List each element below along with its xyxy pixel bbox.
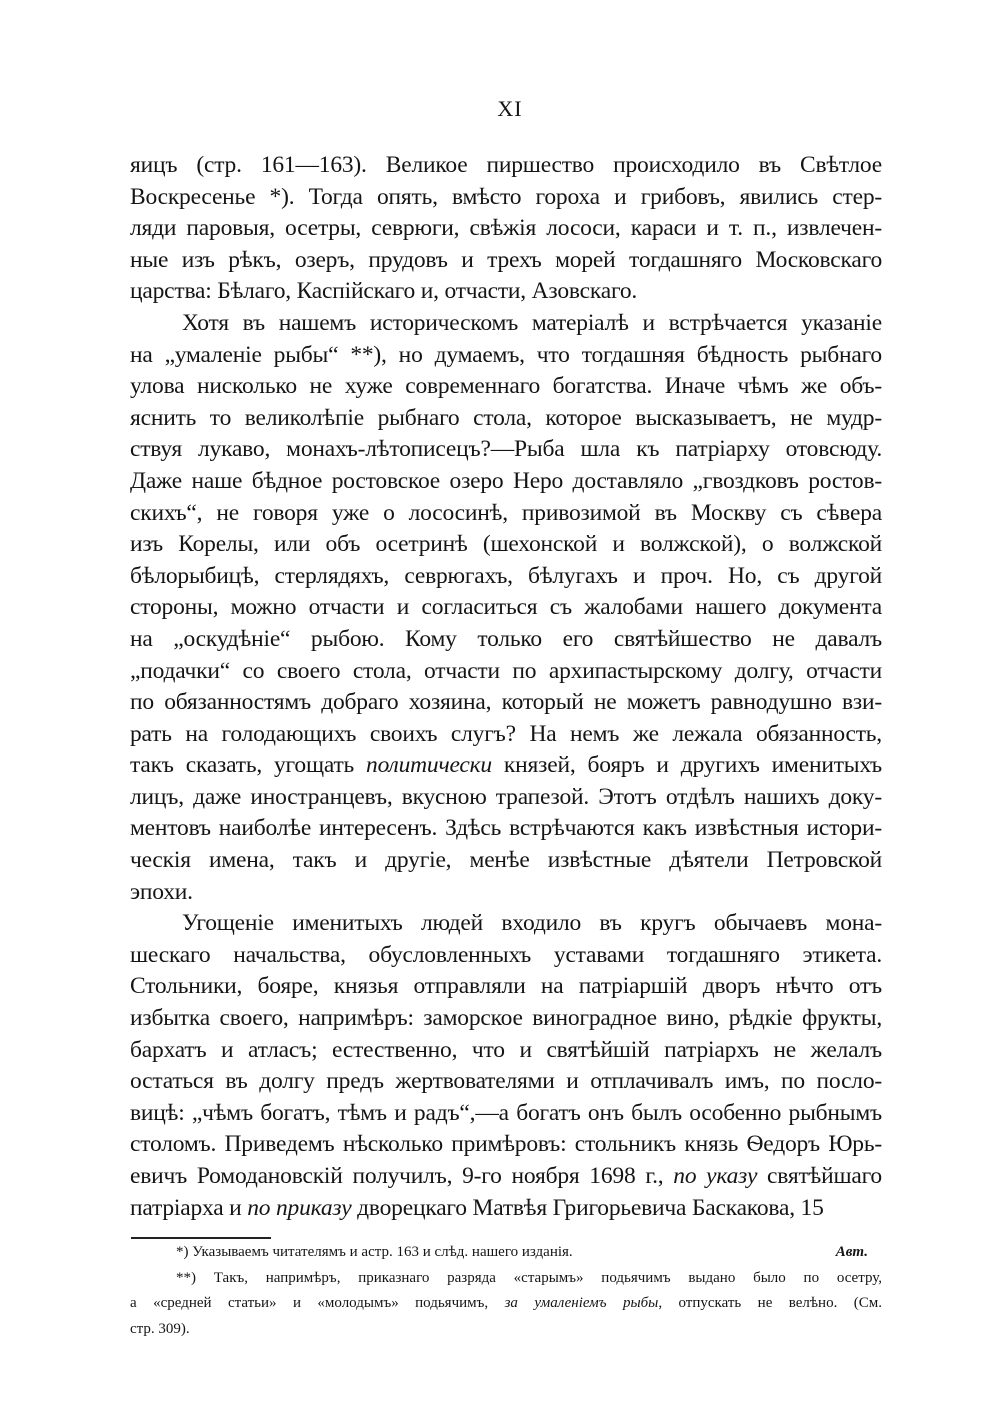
text-line: [130, 813, 882, 845]
text-run: шескаго начальства, обусловленныхъ уставами тогдашняго этикета.: [130, 941, 882, 968]
paragraph: [130, 150, 882, 308]
text-line: [130, 308, 882, 340]
text-run: яицъ (стр. 161—163). Великое пиршество происходило въ Свѣтлое: [130, 152, 882, 178]
text-line: [130, 971, 882, 1003]
text-line: [130, 1129, 882, 1161]
text-line: [130, 434, 882, 466]
text-line: [130, 656, 882, 688]
text-run: ляди паровыя, осетры, севрюги, свѣжія лососи, караси и т. п., извлечен-: [130, 215, 882, 242]
text-run: ствуя лукаво, монахъ-лѣтописецъ?—Рыба шла къ патріарху отовсюду.: [130, 436, 882, 463]
main-text: [130, 150, 882, 1224]
text-run: , отпускать не велѣно. (См.: [658, 1295, 882, 1311]
text-line: [130, 877, 882, 909]
text-run: Воскресенье *). Тогда опять, вмѣсто гороха и грибовъ, явились стер-: [130, 183, 882, 210]
text-run: Угощеніе именитыхъ людей входило въ кругъ обычаевъ мона-: [182, 910, 882, 937]
text-run: а «средней статьи» и «молодымъ» подьячимъ,: [130, 1295, 505, 1311]
footnotes: [130, 1240, 882, 1342]
text-line: [130, 624, 882, 656]
text-run: „подачки“ со своего стола, отчасти по архипастырскому долгу, отчасти: [130, 657, 882, 684]
text-run: святѣйшаго: [757, 1163, 882, 1189]
text-line: [130, 182, 882, 214]
text-run: ные изъ рѣкъ, озеръ, прудовъ и трехъ морей тогдашняго Московскаго: [130, 246, 882, 273]
footnote-divider: [131, 1237, 271, 1239]
text-line: [130, 466, 882, 498]
text-line: [130, 403, 882, 435]
text-run: царства: Бѣлаго, Каспійскаго и, отчасти, Азовскаго.: [130, 278, 638, 305]
text-line: [130, 592, 882, 624]
text-line: [130, 750, 882, 782]
text-run: такъ сказать, угощать: [130, 752, 367, 779]
text-run: лицъ, даже иностранцевъ, вкусною трапезой. Этотъ отдѣлъ нашихъ доку-: [130, 783, 882, 810]
italic-text: политически: [366, 752, 492, 779]
text-run: патріарха и: [130, 1194, 248, 1221]
text-run: бѣлорыбицѣ, стерлядяхъ, севрюгахъ, бѣлугахъ и проч. Но, съ другой: [130, 562, 882, 589]
footnote-line: [130, 1266, 882, 1292]
text-run: Хотя въ нашемъ историческомъ матеріалѣ и встрѣчается указаніе: [182, 309, 882, 336]
text-run: изъ Корелы, или объ осетринѣ (шехонской и волжской), о волжской: [130, 531, 882, 558]
footnote-2: [130, 1266, 882, 1343]
text-run: рать на голодающихъ своихъ слугъ? На немъ же лежала обязанность,: [130, 720, 882, 747]
footnote-1-text: *) Указываемъ читателямъ и астр. 163 и слѣд. нашего изданія.: [176, 1244, 573, 1260]
text-line: [130, 908, 882, 940]
text-run: яснить то великолѣпіе рыбнаго стола, которое высказываетъ, не мудр-: [130, 404, 882, 431]
paragraph: [130, 908, 882, 1224]
text-run: ческія имена, такъ и другіе, менѣе извѣстные дѣятели Петровской: [130, 847, 882, 874]
text-line: [130, 150, 882, 182]
text-run: Даже наше бѣдное ростовское озеро Неро доставляло „гвоздковъ ростов-: [130, 467, 882, 494]
text-run: столомъ. Приведемъ нѣсколько примѣровъ: стольникъ князь Ѳедоръ Юрь-: [130, 1131, 882, 1158]
page-number: XI: [497, 96, 523, 121]
text-line: [130, 1193, 882, 1225]
text-run: **) Такъ, напримѣръ, приказнаго разряда «старымъ» подьячимъ выдано было по осетру,: [176, 1269, 882, 1286]
footnote-line: [130, 1317, 882, 1343]
text-run: на „оскудѣніе“ рыбою. Кому только его святѣйшество не давалъ: [130, 625, 882, 652]
text-line: [130, 687, 882, 719]
text-run: скихъ“, не говоря уже о лососинѣ, привозимой въ Москву съ сѣвера: [130, 499, 882, 526]
text-line: [130, 782, 882, 814]
footnote-1: [130, 1240, 882, 1266]
text-run: евичъ Ромодановскій получилъ, 9-го ноября 1698 г.,: [130, 1163, 674, 1189]
paragraph: [130, 308, 882, 908]
text-run: ментовъ наиболѣе интересенъ. Здѣсь встрѣчаются какъ извѣстныя истори-: [130, 815, 882, 842]
text-line: [130, 1035, 882, 1067]
text-line: [130, 371, 882, 403]
footnote-1-author: Авт.: [835, 1244, 868, 1260]
text-line: [130, 245, 882, 277]
text-run: бархатъ и атласъ; естественно, что и святѣйшій патріархъ не желалъ: [130, 1036, 882, 1063]
text-run: стр. 309).: [130, 1320, 190, 1337]
text-line: [130, 1003, 882, 1035]
text-line: [130, 940, 882, 972]
text-line: [130, 1066, 882, 1098]
text-line: [130, 845, 882, 877]
text-line: [130, 1098, 882, 1130]
text-run: избытка своего, напримѣръ: заморское виноградное вино, рѣдкіе фрукты,: [130, 1005, 882, 1032]
text-line: [130, 719, 882, 751]
italic-text: за умаленіемъ рыбы: [504, 1295, 659, 1311]
text-run: дворецкаго Матвѣя Григорьевича Баскакова, 15: [351, 1194, 824, 1221]
text-line: [130, 498, 882, 530]
text-run: улова нисколько не хуже современнаго богатства. Иначе чѣмъ же объ-: [130, 373, 882, 400]
text-line: [130, 213, 882, 245]
text-run: эпохи.: [130, 878, 193, 905]
text-line: [130, 276, 882, 308]
text-run: Стольники, бояре, князья отправляли на патріаршій дворъ нѣчто отъ: [130, 973, 882, 1000]
text-run: остаться въ долгу предъ жертвователями и отплачивалъ имъ, по посло-: [130, 1068, 882, 1095]
text-run: по обязанностямъ добраго хозяина, который не можетъ равнодушно взи-: [130, 689, 882, 716]
text-run: князей, бояръ и другихъ именитыхъ: [491, 752, 882, 779]
italic-text: по приказу: [247, 1194, 352, 1221]
text-run: стороны, можно отчасти и согласиться съ жалобами нашего документа: [130, 594, 882, 621]
text-run: на „умаленіе рыбы“ **), но думаемъ, что тогдашняя бѣдность рыбнаго: [130, 341, 882, 368]
text-line: [130, 561, 882, 593]
text-line: [130, 529, 882, 561]
footnote-line: [130, 1291, 882, 1317]
text-run: вицѣ: „чѣмъ богатъ, тѣмъ и радъ“,—а богатъ онъ былъ особенно рыбнымъ: [130, 1099, 882, 1126]
text-line: [130, 340, 882, 372]
text-line: [130, 1161, 882, 1193]
italic-text: по указу: [673, 1163, 758, 1189]
